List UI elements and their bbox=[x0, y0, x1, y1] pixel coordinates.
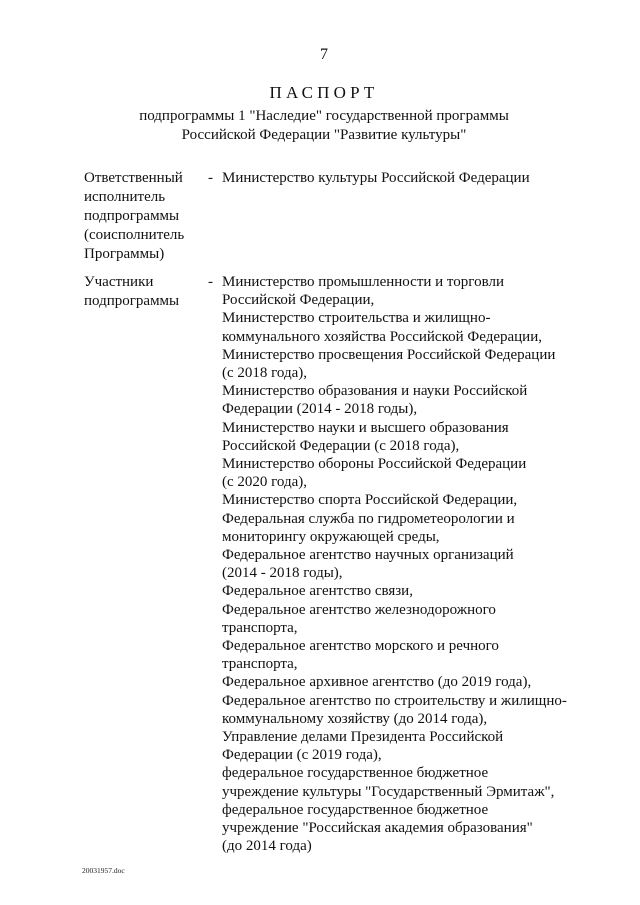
participant-line: учреждение культуры "Государственный Эрмитаж", bbox=[222, 783, 555, 800]
responsible-executor-value bbox=[222, 169, 582, 187]
section-dash: - bbox=[208, 170, 213, 186]
section-dash: - bbox=[208, 274, 213, 290]
participant-line: Российской Федерации (с 2018 года), bbox=[222, 437, 460, 454]
label-line: Программы) bbox=[84, 246, 165, 262]
participant-line: Федеральное агентство морского и речного bbox=[222, 638, 499, 655]
participant-line: Управление делами Президента Российской bbox=[222, 729, 504, 746]
participant-line: мониторингу окружающей среды, bbox=[222, 528, 440, 545]
participant-line: коммунального хозяйства Российской Федерации, bbox=[222, 328, 542, 345]
participant-line: (до 2014 года) bbox=[222, 838, 312, 855]
participant-line: Федеральная служба по гидрометеорологии и bbox=[222, 510, 515, 527]
participant-line: коммунальному хозяйству (до 2014 года), bbox=[222, 710, 488, 727]
label-line: подпрограммы bbox=[84, 293, 180, 309]
participant-line: Министерство науки и высшего образования bbox=[222, 419, 509, 436]
participant-line: Министерство просвещения Российской Федерации bbox=[222, 346, 556, 363]
participant-line: учреждение "Российская академия образования" bbox=[222, 820, 533, 837]
label-line: Участники bbox=[84, 274, 154, 290]
participant-line: федеральное государственное бюджетное bbox=[222, 765, 489, 782]
participant-line: Федерации (2014 - 2018 годы), bbox=[222, 401, 418, 418]
participant-line: Федеральное агентство железнодорожного bbox=[222, 601, 496, 618]
label-line: исполнитель bbox=[84, 189, 166, 205]
participant-line: Министерство промышленности и торговли bbox=[222, 274, 504, 290]
page-number: 7 bbox=[320, 46, 328, 63]
participant-line: Федеральное агентство научных организаций bbox=[222, 547, 514, 564]
participant-line: Федерации (с 2019 года), bbox=[222, 747, 382, 764]
label-line: Ответственный bbox=[84, 170, 183, 186]
value-line: Министерство культуры Российской Федерации bbox=[222, 170, 530, 186]
participant-line: Министерство строительства и жилищно- bbox=[222, 310, 491, 327]
participant-line: транспорта, bbox=[222, 656, 298, 673]
participants-list bbox=[222, 273, 582, 856]
participant-line: Российской Федерации, bbox=[222, 292, 375, 309]
participant-line: (с 2018 года), bbox=[222, 365, 308, 382]
participant-line: Федеральное агентство по строительству и жилищно- bbox=[222, 692, 567, 709]
document-file-code: 20031957.doc bbox=[82, 866, 125, 875]
participant-line: (2014 - 2018 годы), bbox=[222, 565, 343, 582]
document-subtitle bbox=[0, 107, 640, 145]
participants-label bbox=[84, 273, 208, 311]
subtitle-line: подпрограммы 1 "Наследие" государственной программы bbox=[139, 108, 509, 124]
label-line: (соисполнитель bbox=[84, 227, 185, 243]
label-line: подпрограммы bbox=[84, 208, 180, 224]
participant-line: федеральное государственное бюджетное bbox=[222, 801, 489, 818]
participant-line: Министерство спорта Российской Федерации, bbox=[222, 492, 518, 509]
responsible-executor-label bbox=[84, 169, 208, 264]
participant-line: (с 2020 года), bbox=[222, 474, 308, 491]
participant-line: Министерство обороны Российской Федерации bbox=[222, 456, 527, 473]
subtitle-line: Российской Федерации "Развитие культуры" bbox=[181, 127, 467, 143]
document-title: ПАСПОРТ bbox=[269, 83, 379, 102]
participant-line: Министерство образования и науки Российской bbox=[222, 383, 528, 400]
participant-line: транспорта, bbox=[222, 619, 298, 636]
participant-line: Федеральное агентство связи, bbox=[222, 583, 413, 600]
participant-line: Федеральное архивное агентство (до 2019 года), bbox=[222, 674, 532, 691]
